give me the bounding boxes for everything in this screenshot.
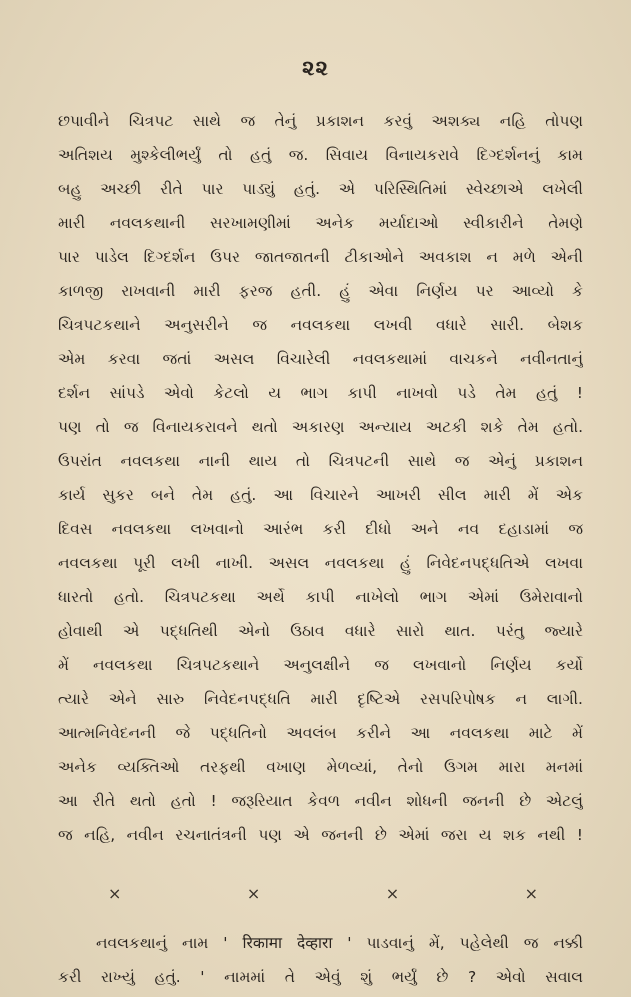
text-line: એમ કરવા જતાં અસલ વિચારેલી નવલકથામાં વાચકને નવીનતાનું — [58, 350, 583, 368]
text-line: દિવસ નવલકથા લખવાનો આરંભ કરી દીધો અને નવ દહાડામાં જ — [58, 520, 583, 538]
text-line: મેં નવલકથા ચિત્રપટકથાને અનુલક્ષીને જ લખવાનો નિર્ણય કર્યો — [58, 656, 583, 674]
main-paragraph — [58, 104, 583, 852]
text-line: આત્મનિવેદનની જે પદ્ધતિનો અવલંબ કરીને આ નવલકથા માટે મેં — [58, 724, 583, 742]
text-line: આ રીતે થતો હતો ! જરૂરિયાત કેવળ નવીન શોધની જનની છે એટલું — [58, 792, 583, 810]
text-line: નવલકથા પૂરી લખી નાખી. અસલ નવલકથા હું નિવેદનપદ્ધતિએ લખવા — [58, 554, 583, 572]
text-line: કાર્ય સુકર બને તેમ હતું. આ વિચારને આખરી સીલ મારી મેં એક — [58, 486, 583, 504]
text-line: ધારતો હતો. ચિત્રપટકથા અર્થે કાપી નાખેલો ભાગ એમાં ઉમેરાવાનો — [58, 588, 583, 606]
next-paragraph — [58, 926, 583, 994]
text-line: પાર પાડેલ દિગ્દર્શન ઉપર જાતજાતની ટીકાઓને અવકાશ ન મળે એની — [58, 248, 583, 266]
separator-mark: × — [524, 884, 538, 903]
text-line: હોવાથી એ પદ્ધતિથી એનો ઉઠાવ વધારે સારો થાત. પરંતુ જ્યારે — [58, 622, 583, 640]
text-line: બહુ અચ્છી રીતે પાર પાડ્યું હતું. એ પરિસ્થિતિમાં સ્વેચ્છાએ લખેલી — [58, 180, 583, 198]
separator-mark: × — [108, 884, 122, 903]
text-line: ઉપરાંત નવલકથા નાની થાય તો ચિત્રપટની સાથે જ એનું પ્રકાશન — [58, 452, 583, 470]
page-number: ૨૨ — [302, 56, 329, 80]
separator-mark: × — [385, 884, 400, 903]
text-line: જ નહિ, નવીન રચનાતંત્રની પણ એ જનની છે એમાં જરા ય શક નથી ! — [58, 826, 583, 844]
text-line: પણ તો જ વિનાયકરાવને થતો અકારણ અન્યાય અટકી શકે તેમ હતો. — [58, 418, 583, 436]
text-line: મારી નવલકથાની સરખામણીમાં અનેક મર્યાદાઓ સ્વીકારીને તેમણે — [58, 214, 583, 232]
text-line: કરી રાખ્યું હતું. ' નામમાં તે એવું શું ભર્યું છે ? એવો સવાલ — [58, 968, 583, 986]
text-line: ત્યારે એને સારુ નિવેદનપદ્ધતિ મારી દૃષ્ટિએ રસપરિપોષક ન લાગી. — [58, 690, 583, 708]
section-separator — [108, 884, 538, 903]
text-line: કાળજી રાખવાની મારી ફરજ હતી. હું એવા નિર્ણય પર આવ્યો કે — [58, 282, 583, 300]
text-line: અતિશય મુશ્કેલીભર્યું તો હતું જ. સિવાય વિનાયકરાવે દિગ્દર્શનનું કામ — [58, 146, 583, 164]
text-line: નવલકથાનું નામ ' रिकामा देव्हारा ' પાડવાનું મેં, પહેલેથી જ નક્કી — [96, 934, 583, 952]
text-line: અનેક વ્યક્તિઓ તરફથી વખાણ મેળવ્યાં, તેનો ઉગમ મારા મનમાં — [58, 758, 583, 776]
separator-mark: × — [246, 884, 261, 903]
text-line: ચિત્રપટકથાને અનુસરીને જ નવલકથા લખવી વધારે સારી. બેશક — [58, 316, 583, 334]
text-line: છપાવીને ચિત્રપટ સાથે જ તેનું પ્રકાશન કરવું અશક્ય નહિ તોપણ — [58, 112, 583, 130]
text-line: દર્શન સાંપડે એવો કેટલો ય ભાગ કાપી નાખવો પડે તેમ હતું ! — [58, 384, 583, 402]
